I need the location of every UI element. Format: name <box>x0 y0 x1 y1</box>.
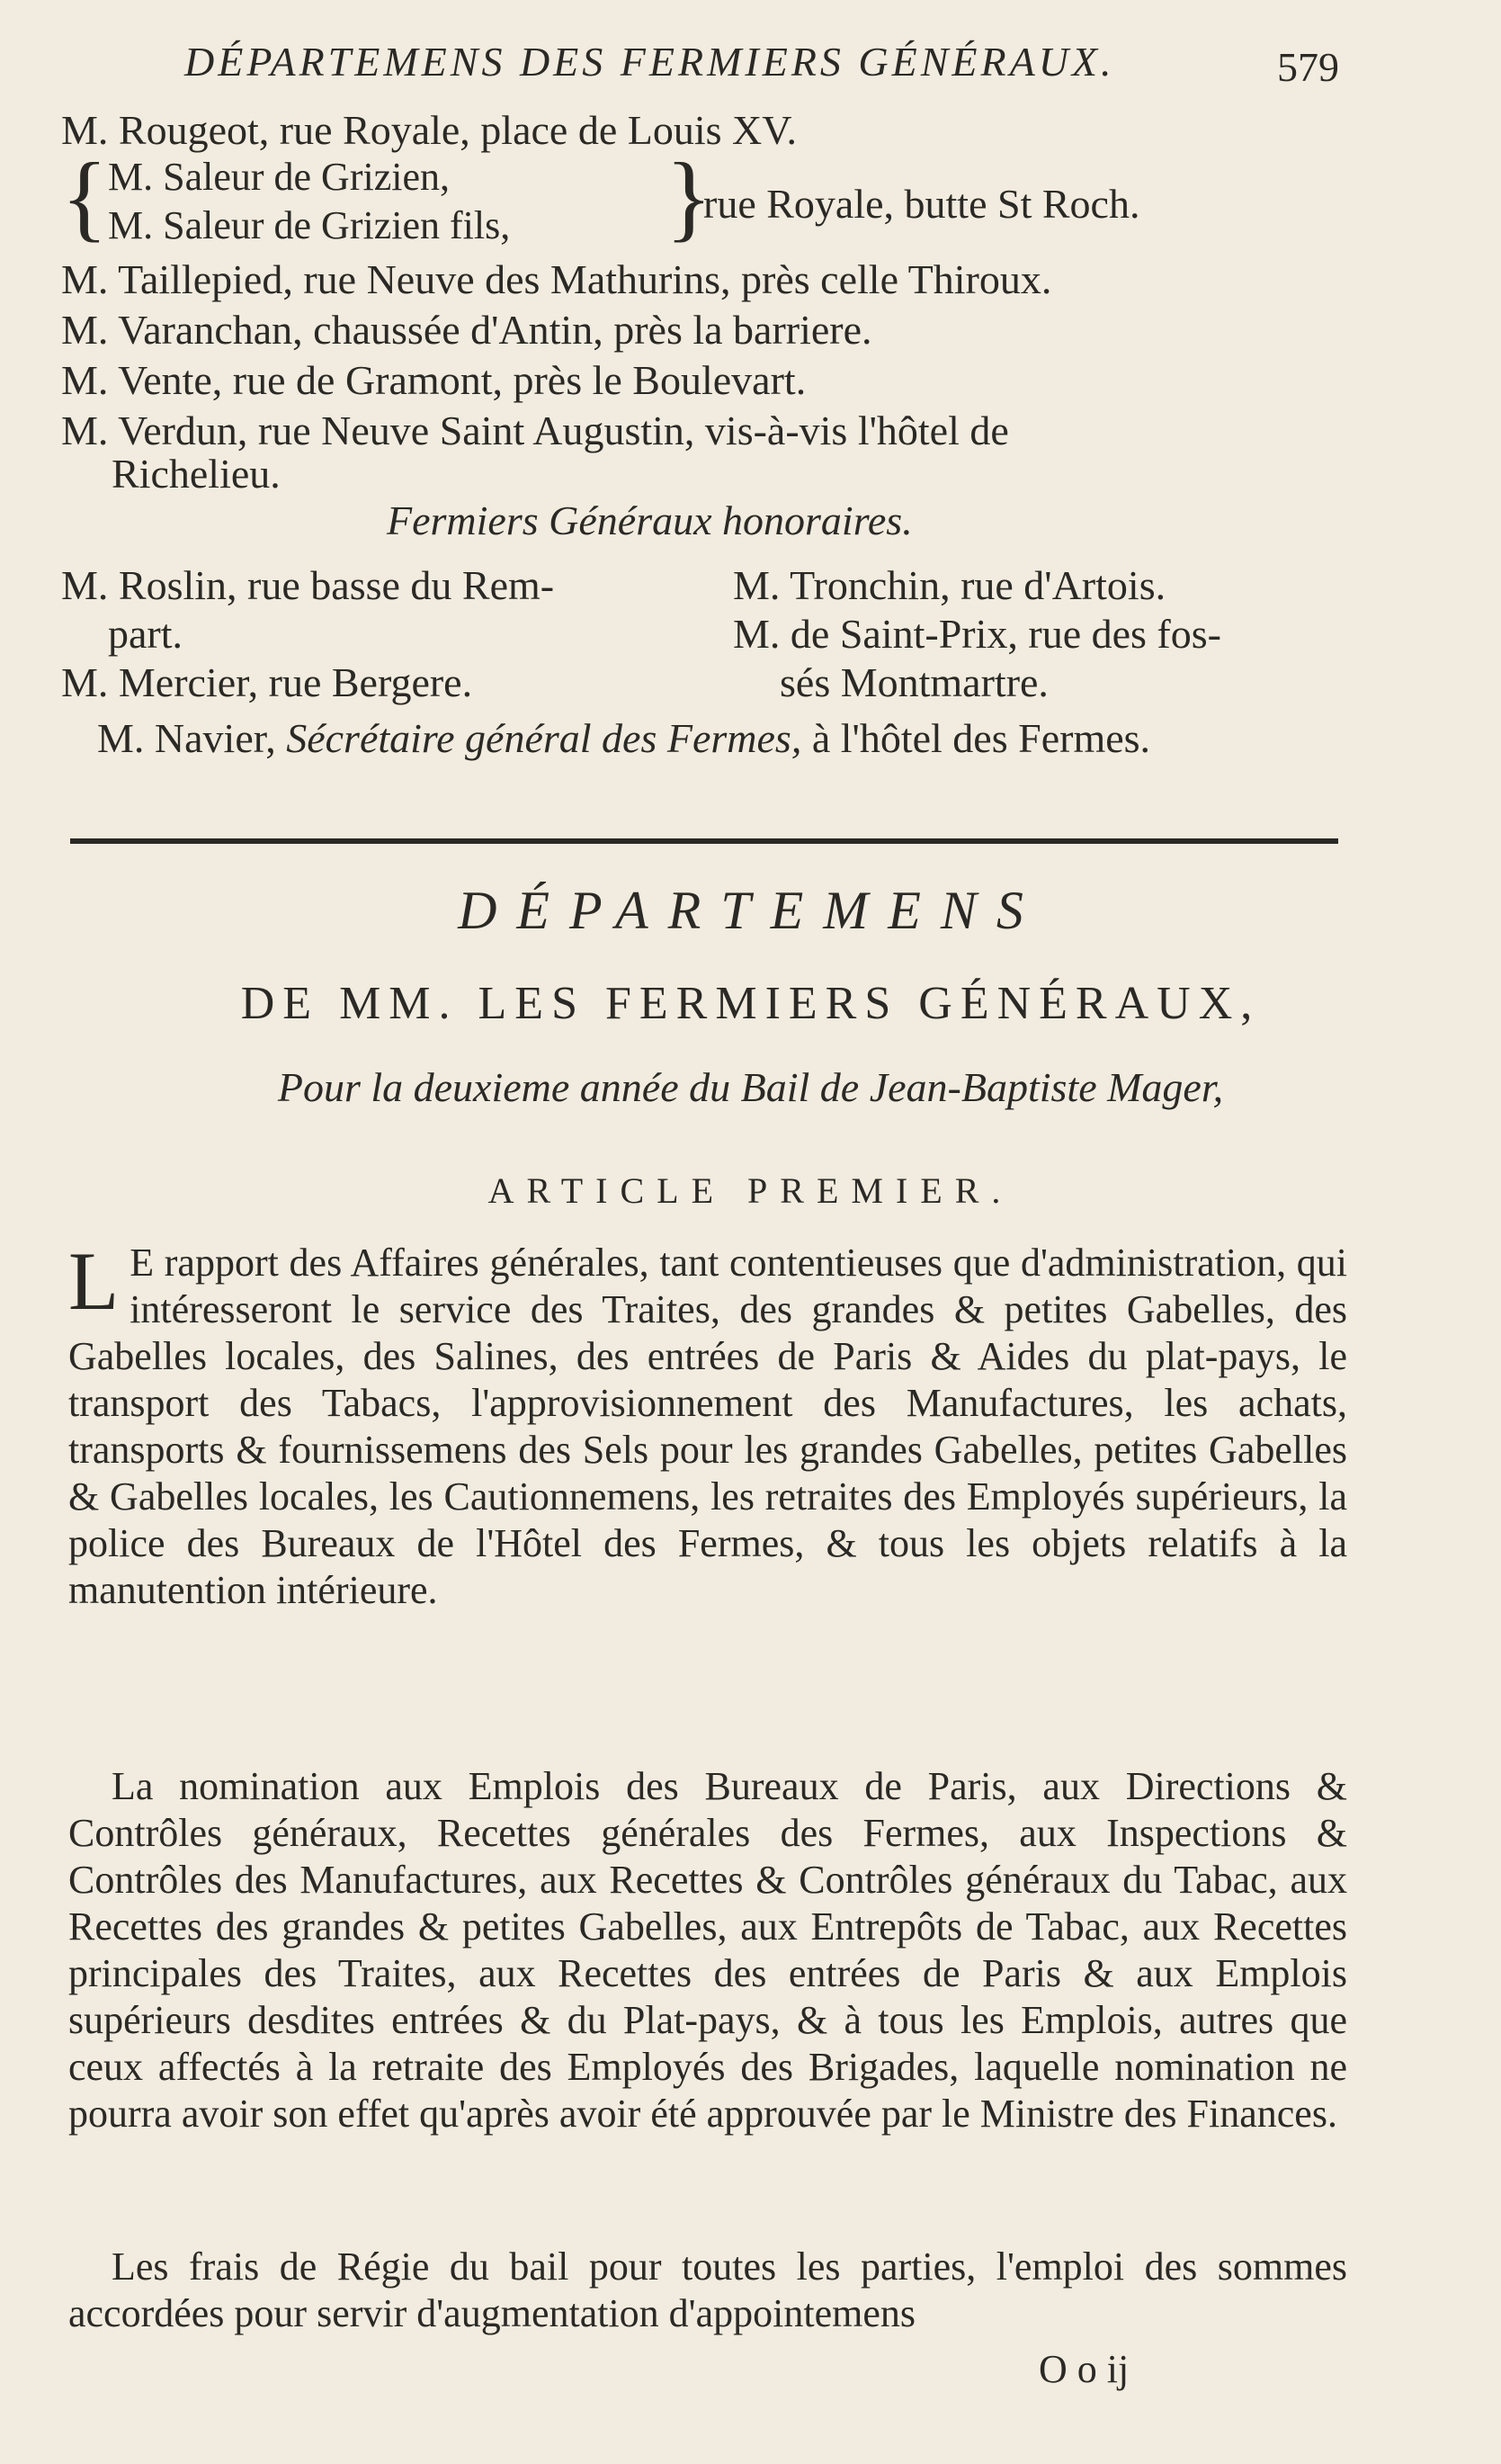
list-entry-rougeot: M. Rougeot, rue Royale, place de Louis XV. <box>61 107 798 153</box>
list-entry-verdun-cont: Richelieu. <box>112 451 281 497</box>
honoraire-mercier: M. Mercier, rue Bergere. <box>61 659 473 705</box>
navier-name: M. Navier, <box>97 715 276 761</box>
honoraire-roslin-cont: part. <box>108 611 183 657</box>
honoraires-heading: Fermiers Généraux honoraires. <box>387 497 913 543</box>
signature-mark: O o ij <box>1039 2347 1130 2391</box>
page-number: 579 <box>1277 44 1339 90</box>
brace-group-saleur <box>61 144 1374 254</box>
honoraire-tronchin: M. Tronchin, rue d'Artois. <box>733 562 1166 608</box>
list-entry-varanchan: M. Varanchan, chaussée d'Antin, près la barriere. <box>61 307 872 353</box>
honoraire-saint-prix-cont: sés Montmartre. <box>780 659 1049 705</box>
honoraires-right-column <box>733 561 1221 707</box>
honoraire-saint-prix: M. de Saint-Prix, rue des fos- <box>733 611 1221 657</box>
navier-title: Sécrétaire général des Fermes, <box>286 715 802 761</box>
right-brace-glyph: } <box>666 144 712 251</box>
honoraires-left-column <box>61 561 554 707</box>
navier-place: à l'hôtel des Fermes. <box>811 715 1151 761</box>
list-entry-vente: M. Vente, rue de Gramont, près le Boulevart. <box>61 357 807 403</box>
running-title: DÉPARTEMENS DES FERMIERS GÉNÉRAUX. <box>184 39 1115 85</box>
drop-cap: L <box>68 1235 120 1327</box>
list-entry-saleur-fils: M. Saleur de Grizien fils, <box>108 203 511 247</box>
list-entry-verdun: M. Verdun, rue Neuve Saint Augustin, vis-à-vis l'hôtel de <box>61 408 1009 453</box>
section-italic-line: Pour la deuxieme année du Bail de Jean-Baptiste Mager, <box>277 1064 1224 1110</box>
paragraph-3: Les frais de Régie du bail pour toutes les parties, l'emploi des sommes accordées pour servir d'augmentation d'appointemens <box>68 2244 1347 2335</box>
paragraph-2: La nomination aux Emplois des Bureaux de Paris, aux Directions & Contrôles généraux, Recettes générales des Fermes, aux Inspections & Contrôles des Manufactures, aux Recettes & Contrôles généraux du Tabac, aux Recettes des grandes & petites Gabelles, aux Entrepôts de Tabac, aux Recettes principales des Traites, aux Recettes des entrées de Paris & aux Emplois supérieurs desdites entrées & du Plat-pays, & à tous les Emplois, autres que ceux affectés à la retraite des Employés des Brigades, laquelle nomination ne pourra avoir son effet qu'après avoir été approuvée par le Ministre des Finances. <box>68 1764 1347 2136</box>
article-heading: ARTICLE PREMIER. <box>487 1170 1014 1211</box>
paragraph-1-text: E rapport des Affaires générales, tant contentieuses que d'administration, qui intéresseront le service des Traites, des grandes & petites Gabelles, des Gabelles locales, des Salines, des entrées de Paris & Aides du plat-pays, le transport des Tabacs, l'approvisionnement des Manufactures, les achats, transports & fournissemens des Sels pour les grandes Gabelles, petites Gabelles & Gabelles locales, les Cautionnemens, les retraites des Employés supérieurs, la police des Bureaux de l'Hôtel des Fermes, & tous les objets relatifs à la manutention intérieure. <box>68 1241 1347 1612</box>
section-title: DÉPARTEMENS <box>458 881 1043 940</box>
navier-entry <box>97 714 1150 763</box>
left-brace-glyph: { <box>61 144 108 251</box>
paragraph-1 <box>68 1235 1347 1614</box>
list-entry-taillepied: M. Taillepied, rue Neuve des Mathurins, près celle Thiroux. <box>61 256 1052 302</box>
section-subtitle: DE MM. LES FERMIERS GÉNÉRAUX, <box>240 978 1261 1029</box>
honoraire-roslin: M. Roslin, rue basse du Rem- <box>61 562 555 608</box>
brace-shared-address: rue Royale, butte St Roch. <box>703 181 1140 227</box>
brace-names <box>108 153 510 250</box>
list-entry-saleur: M. Saleur de Grizien, <box>108 155 450 199</box>
section-divider <box>70 838 1338 844</box>
